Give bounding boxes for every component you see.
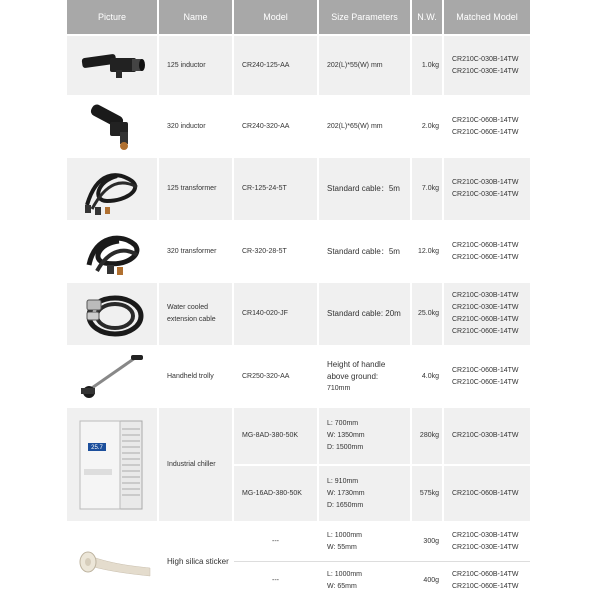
row-size: Standard cable: 20m xyxy=(319,283,410,345)
matched-model: CR210C-030B-14TW xyxy=(452,179,519,186)
row-size xyxy=(319,523,410,561)
size-line: L: 1000mm xyxy=(327,571,363,578)
transformer-320-image xyxy=(67,222,157,281)
row-nw: 400g xyxy=(412,562,442,600)
row-model: --- xyxy=(234,562,317,600)
row-model: CR250-320-AA xyxy=(234,347,317,406)
inductor-125-image xyxy=(67,36,157,95)
header-picture: Picture xyxy=(67,0,157,34)
size-line: above ground: xyxy=(327,371,379,381)
row-model: --- xyxy=(234,523,317,561)
row-nw: 25.0kg xyxy=(412,283,442,345)
name-line: extension cable xyxy=(167,316,216,323)
row-nw: 2.0kg xyxy=(412,97,442,156)
matched-model: CR210C-030B-14TW xyxy=(452,55,519,63)
trolly-image xyxy=(67,347,157,406)
row-matched xyxy=(444,222,530,281)
row-name: 320 inductor xyxy=(159,97,232,156)
matched-model: CR210C-030E-14TW xyxy=(452,191,519,198)
size-line: D: 1500mm xyxy=(327,444,364,451)
row-name: Industrial chiller xyxy=(159,408,232,521)
row-size xyxy=(319,408,410,464)
size-line: W: 1350mm xyxy=(327,432,365,439)
row-matched xyxy=(444,523,530,561)
row-name: 320 transformer xyxy=(159,222,232,281)
row-matched xyxy=(444,562,530,600)
row-size: 202(L)*55(W) mm xyxy=(319,36,410,95)
header-model: Model xyxy=(234,0,317,34)
row-matched: CR210C-060B-14TW xyxy=(444,466,530,521)
size-line: L: 700mm xyxy=(327,420,359,427)
matched-model: CR210C-030E-14TW xyxy=(452,67,519,75)
row-model: CR-125-24-5T xyxy=(234,158,317,220)
row-name: Handheld trolly xyxy=(159,347,232,406)
matched-model: CR210C-060E-14TW xyxy=(452,583,519,590)
extension-cable-image xyxy=(67,283,157,345)
transformer-125-image xyxy=(67,158,157,220)
matched-model: CR210C-060B-14TW xyxy=(452,116,519,124)
row-nw: 4.0kg xyxy=(412,347,442,406)
row-name: 125 transformer xyxy=(159,158,232,220)
row-name: 125 inductor xyxy=(159,36,232,95)
row-name xyxy=(159,283,232,345)
matched-model: CR210C-060B-14TW xyxy=(452,366,519,374)
matched-model: CR210C-060E-14TW xyxy=(452,378,519,386)
size-line: L: 1000mm xyxy=(327,532,363,539)
row-nw: 300g xyxy=(412,523,442,561)
row-model: MG-16AD-380-50K xyxy=(234,466,317,521)
matched-model: CR210C-030E-14TW xyxy=(452,544,519,551)
row-size: Standard cable：5m xyxy=(319,158,410,220)
header-matched: Matched Model xyxy=(444,0,530,34)
row-nw: 575kg xyxy=(412,466,442,521)
row-size: 202(L)*65(W) mm xyxy=(319,97,410,156)
row-model: CR140-020-JF xyxy=(234,283,317,345)
size-line: L: 910mm xyxy=(327,477,359,485)
row-model: CR240-125-AA xyxy=(234,36,317,95)
matched-model: CR210C-060E-14TW xyxy=(452,128,519,136)
matched-model: CR210C-030E-14TW xyxy=(452,304,519,311)
name-line: Water cooled xyxy=(167,304,208,311)
row-size xyxy=(319,466,410,521)
sticker-image xyxy=(67,523,157,600)
row-model: CR-320-28-5T xyxy=(234,222,317,281)
row-nw: 1.0kg xyxy=(412,36,442,95)
row-model: CR240-320-AA xyxy=(234,97,317,156)
header-size: Size Parameters xyxy=(319,0,410,34)
matched-model: CR210C-030B-14TW xyxy=(452,292,519,299)
row-matched: CR210C-030B-14TW xyxy=(444,408,530,464)
row-nw: 280kg xyxy=(412,408,442,464)
row-size xyxy=(319,347,410,406)
row-matched xyxy=(444,97,530,156)
row-matched xyxy=(444,36,530,95)
row-matched xyxy=(444,158,530,220)
row-name: High silica sticker xyxy=(159,523,232,600)
matched-model: CR210C-030B-14TW xyxy=(452,532,519,539)
size-line: Height of handle xyxy=(327,359,386,369)
size-line: W: 55mm xyxy=(327,544,357,551)
matched-model: CR210C-060B-14TW xyxy=(452,571,519,578)
matched-model: CR210C-060B-14TW xyxy=(452,241,519,249)
row-size xyxy=(319,562,410,600)
size-line: 710mm xyxy=(327,384,351,392)
matched-model: CR210C-060E-14TW xyxy=(452,328,519,335)
row-nw: 7.0kg xyxy=(412,158,442,220)
size-line: W: 1730mm xyxy=(327,489,365,497)
row-matched xyxy=(444,347,530,406)
row-divider xyxy=(234,561,530,562)
matched-model: CR210C-060B-14TW xyxy=(452,316,519,323)
chiller-image xyxy=(67,408,157,521)
row-size: Standard cable：5m xyxy=(319,222,410,281)
row-divider xyxy=(234,464,530,466)
row-matched xyxy=(444,283,530,345)
matched-model: CR210C-060E-14TW xyxy=(452,253,519,261)
row-model: MG-8AD-380-50K xyxy=(234,408,317,464)
inductor-320-image xyxy=(67,97,157,156)
header-nw: N.W. xyxy=(412,0,442,34)
header-name: Name xyxy=(159,0,232,34)
row-nw: 12.0kg xyxy=(412,222,442,281)
chiller-display: 25.7 xyxy=(91,444,103,451)
size-line: D: 1650mm xyxy=(327,501,364,509)
size-line: W: 65mm xyxy=(327,583,357,590)
